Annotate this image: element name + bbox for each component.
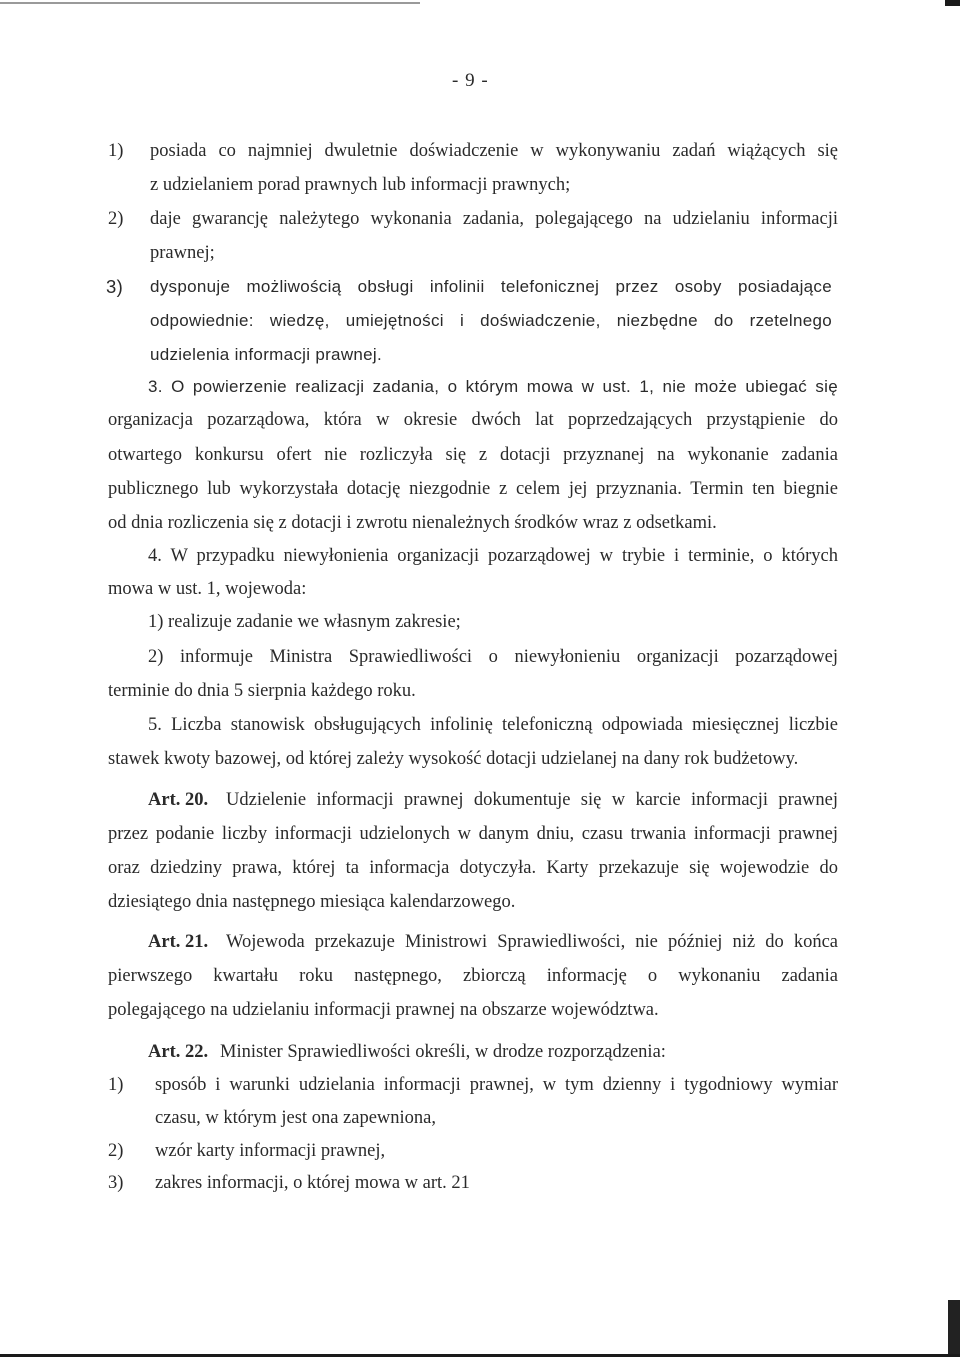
scan-edge-top: [0, 2, 420, 4]
article-line: pierwszego kwartału roku następnego, zbiorczą informację o wykonaniu zadania: [108, 966, 838, 986]
list-item-line: daje gwarancję należytego wykonania zadania, polegającego na udzielaniu informacji: [150, 209, 838, 229]
list-number: 1): [108, 141, 124, 161]
scan-corner-mark: [945, 0, 960, 6]
list-item-line: prawnej;: [150, 243, 215, 263]
article-label: Art. 20.: [148, 790, 209, 810]
paragraph-line: mowa w ust. 1, wojewoda:: [108, 579, 307, 599]
page-number: - 9 -: [452, 70, 489, 91]
list-item-line: wzór karty informacji prawnej,: [155, 1141, 386, 1161]
list-item-line: dysponuje możliwością obsługi infolinii telefonicznej przez osoby posiadające: [150, 277, 832, 296]
list-number: 2): [108, 1141, 124, 1161]
paragraph-line: 4. W przypadku niewyłonienia organizacji pozarządowej w trybie i terminie, o których: [148, 546, 838, 566]
paragraph-line: od dnia rozliczenia się z dotacji i zwrotu nienależnych środków wraz z odsetkami.: [108, 513, 717, 533]
article-line: dziesiątego dnia następnego miesiąca kalendarzowego.: [108, 892, 516, 912]
paragraph-line: 3. O powierzenie realizacji zadania, o którym mowa w ust. 1, nie może ubiegać się: [148, 377, 838, 396]
list-number: 2): [108, 209, 124, 229]
paragraph-line: otwartego konkursu ofert nie rozliczyła się z dotacji przyznanej na wykonanie zadania: [108, 445, 838, 465]
paragraph-line: publicznego lub wykorzystała dotację niezgodnie z celem jej przyznania. Termin ten biegnie: [108, 479, 838, 499]
paragraph-line: 1) realizuje zadanie we własnym zakresie;: [148, 612, 461, 632]
list-item-line: czasu, w którym jest ona zapewniona,: [155, 1108, 437, 1128]
list-number: 1): [108, 1075, 124, 1095]
list-item-line: udzielenia informacji prawnej.: [150, 345, 383, 364]
list-number: 3): [106, 276, 124, 297]
list-number: 3): [108, 1173, 124, 1193]
list-item-line: zakres informacji, o której mowa w art. 21: [155, 1173, 470, 1193]
paragraph-line: terminie do dnia 5 sierpnia każdego roku.: [108, 681, 416, 701]
article-line: Wojewoda przekazuje Ministrowi Sprawiedliwości, nie później niż do końca: [226, 932, 838, 952]
list-item-line: z udzielaniem porad prawnych lub informacji prawnych;: [150, 175, 571, 195]
article-label: Art. 22.: [148, 1042, 209, 1062]
scan-edge-right: [948, 1300, 960, 1357]
paragraph-line: stawek kwoty bazowej, od której zależy wysokość dotacji udzielanej na dany rok budżetowy.: [108, 749, 799, 769]
paragraph-line: 2) informuje Ministra Sprawiedliwości o niewyłonieniu organizacji pozarządowej: [148, 647, 838, 667]
article-line: Udzielenie informacji prawnej dokumentuje się w karcie informacji prawnej: [226, 790, 838, 810]
paragraph-line: organizacja pozarządowa, która w okresie dwóch lat poprzedzających przystąpienie do: [108, 410, 838, 430]
list-item-line: posiada co najmniej dwuletnie doświadczenie w wykonywaniu zadań wiążących się: [150, 141, 838, 161]
article-line: oraz dziedziny prawa, której ta informacja dotyczyła. Karty przekazuje się wojewodzie do: [108, 858, 838, 878]
article-line: przez podanie liczby informacji udzielonych w danym dniu, czasu trwania informacji prawnej: [108, 824, 838, 844]
article-intro: Minister Sprawiedliwości określi, w drodze rozporządzenia:: [220, 1042, 666, 1062]
paragraph-line: 5. Liczba stanowisk obsługujących infolinię telefoniczną odpowiada miesięcznej liczbie: [148, 715, 838, 735]
list-item-line: sposób i warunki udzielania informacji prawnej, w tym dzienny i tygodniowy wymiar: [155, 1075, 838, 1095]
article-label: Art. 21.: [148, 932, 209, 952]
article-line: polegającego na udzielaniu informacji prawnej na obszarze województwa.: [108, 1000, 659, 1020]
list-item-line: odpowiednie: wiedzę, umiejętności i doświadczenie, niezbędne do rzetelnego: [150, 311, 832, 330]
